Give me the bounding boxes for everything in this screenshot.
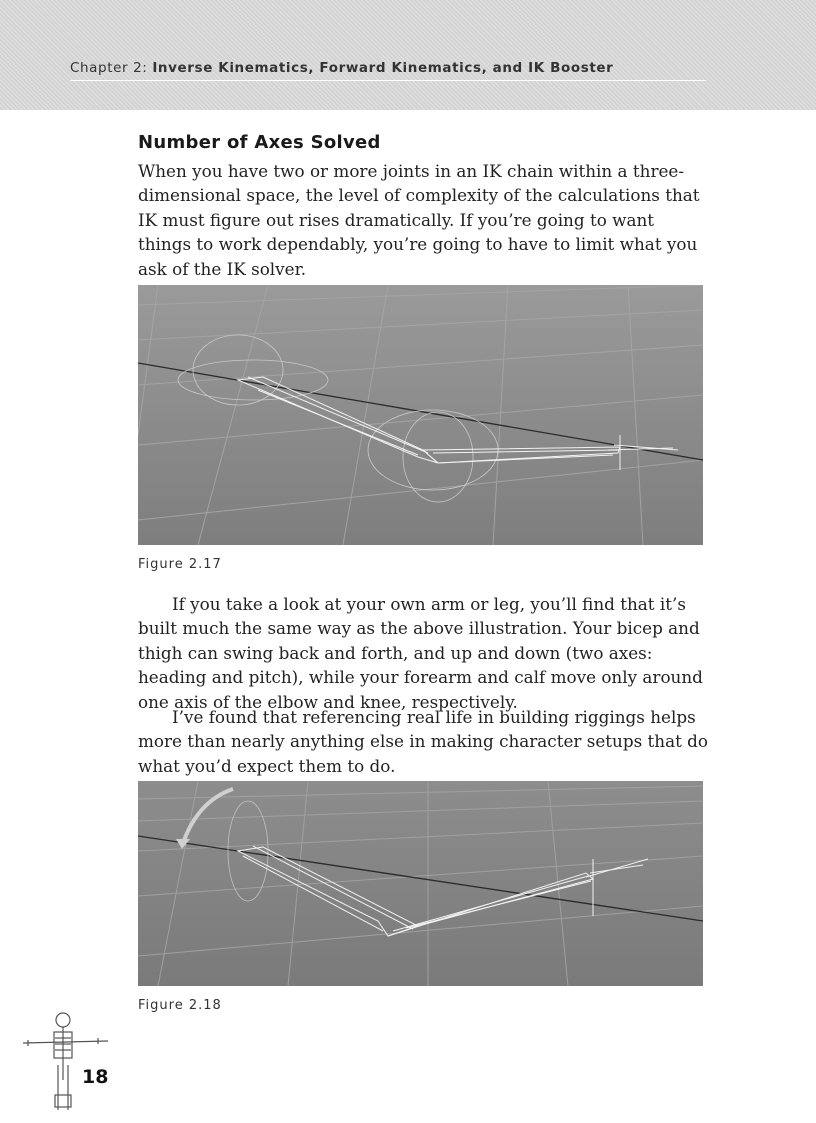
paragraph-2: If you take a look at your own arm or leg, you’ll find that it’s built much the same way as the above illustration. Your bicep and thigh can swing back and forth, and up and down (two axes: heading and pitch), while your forearm and calf move only around one axis of the elbow and knee, respectively. xyxy=(138,594,703,712)
section-heading: Number of Axes Solved xyxy=(138,132,381,153)
figure-2-18-image xyxy=(138,781,703,986)
figure-2-17-image xyxy=(138,285,703,545)
figure-2-17-caption: Figure 2.17 xyxy=(138,557,222,572)
paragraph-3: I’ve found that referencing real life in building riggings helps more than nearly anything else in making character setups that do what you’d expect them to do. xyxy=(138,707,708,776)
chapter-title: Inverse Kinematics, Forward Kinematics, and IK Booster xyxy=(152,60,614,76)
running-header xyxy=(70,60,613,76)
figure-2-18-caption: Figure 2.18 xyxy=(138,998,222,1013)
chapter-label: Chapter 2: xyxy=(70,60,148,76)
page-number: 18 xyxy=(82,1066,109,1088)
paragraph-1: When you have two or more joints in an IK chain within a three-dimensional space, the level of complexity of the calculations that IK must figure out rises dramatically. If you’re going to want things to work dependably, you’re going to have to limit what you ask of the IK solver. xyxy=(138,161,700,279)
skeleton-mascot-icon xyxy=(18,1010,113,1119)
header-rule xyxy=(70,80,706,81)
running-header-band xyxy=(0,0,816,110)
